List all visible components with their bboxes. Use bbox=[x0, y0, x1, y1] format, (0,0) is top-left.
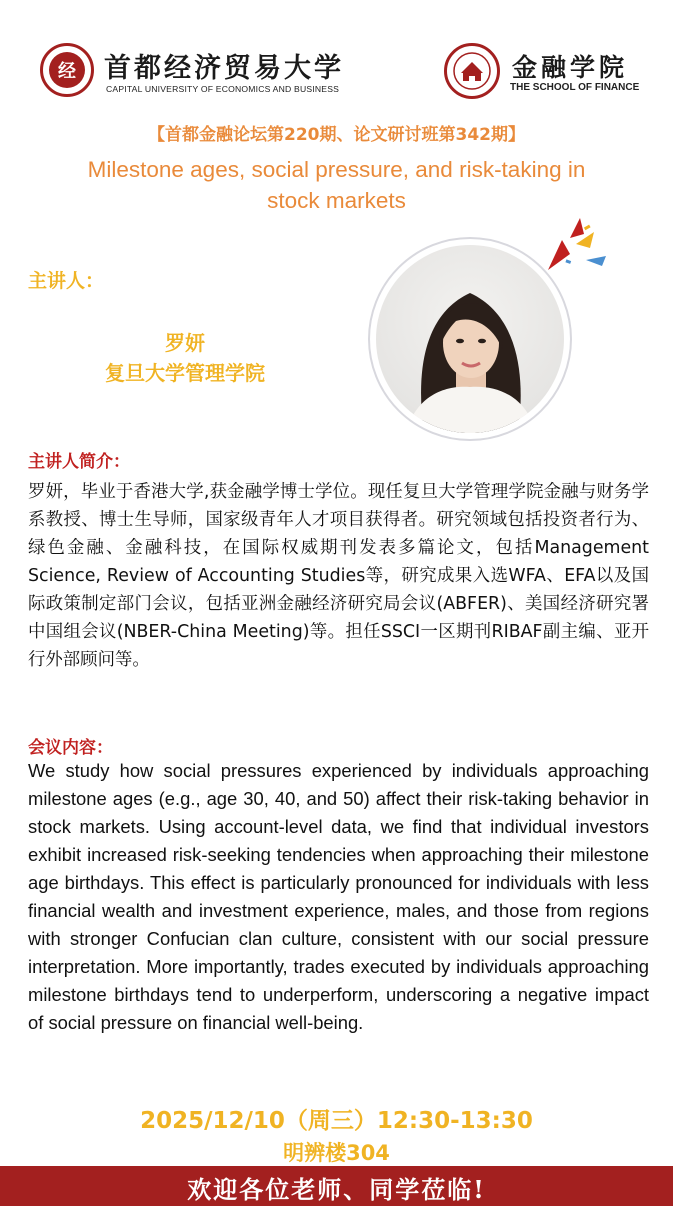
university-name-en: CAPITAL UNIVERSITY OF ECONOMICS AND BUSINESS bbox=[106, 84, 340, 94]
speaker-affiliation: 复旦大学管理学院 bbox=[105, 361, 265, 385]
school-of-finance-seal-icon bbox=[444, 43, 500, 99]
abstract-text: We study how social pressures experienced by individuals approaching milestone ages (e.g., age 30, 40, and 50) affect their risk-taking behavior in stock markets. Using account-level data, we find that individual investors exhibit increased risk-seeking tendencies when approaching their milestone age birthdays. This effect is particularly pronounced for individuals with less financial wealth and investment experience, males, and those from regions with stronger Confucian clan culture, consistent with our social pressure interpretation. More importantly, trades executed by individuals approaching milestone birthdays tend to underperform, underscoring a negative impact of social pressure on financial well-being. bbox=[28, 760, 649, 1033]
confetti-decoration-icon bbox=[540, 212, 610, 278]
university-seal-icon: 经 bbox=[40, 43, 94, 97]
speaker-photo bbox=[376, 245, 564, 433]
welcome-text: 欢迎各位老师、同学莅临! bbox=[187, 1175, 486, 1204]
speaker-block bbox=[80, 328, 290, 388]
forum-series: 【首都金融论坛第220期、论文研讨班第342期】 bbox=[148, 125, 525, 145]
bio-text: 罗妍，毕业于香港大学,获金融学博士学位。现任复旦大学管理学院金融与财务学系教授、博士生导师，国家级青年人才项目获得者。研究领域包括投资者行为、绿色金融、金融科技，在国际权威期刊发表多篇论文，包括Management Science, Review of Accounting Studies等，研究成果入选WFA、EFA以及国际政策制定部门会议，包括亚洲金融经济研究局会议(ABFER)、美国经济研究署中国组会议(NBER-China Meeting)等。担任SSCI一区期刊RIBAF副主编、亚开行外部顾问等。 bbox=[28, 482, 649, 670]
speaker-name: 罗妍 bbox=[165, 331, 205, 355]
talk-title: Milestone ages, social pressure, and risk-taking in stock markets bbox=[87, 157, 586, 213]
event-venue: 明辨楼304 bbox=[283, 1141, 390, 1165]
content-heading: 会议内容： bbox=[28, 738, 113, 758]
event-datetime: 2025/12/10（周三）12:30-13:30 bbox=[140, 1108, 533, 1134]
school-name-en: THE SCHOOL OF FINANCE bbox=[510, 82, 640, 93]
bio-heading: 主讲人简介： bbox=[28, 452, 130, 472]
speaker-heading: 主讲人： bbox=[28, 270, 105, 292]
school-name-cn: 金融学院 bbox=[512, 53, 629, 82]
university-name-cn: 首都经济贸易大学 bbox=[104, 53, 344, 84]
